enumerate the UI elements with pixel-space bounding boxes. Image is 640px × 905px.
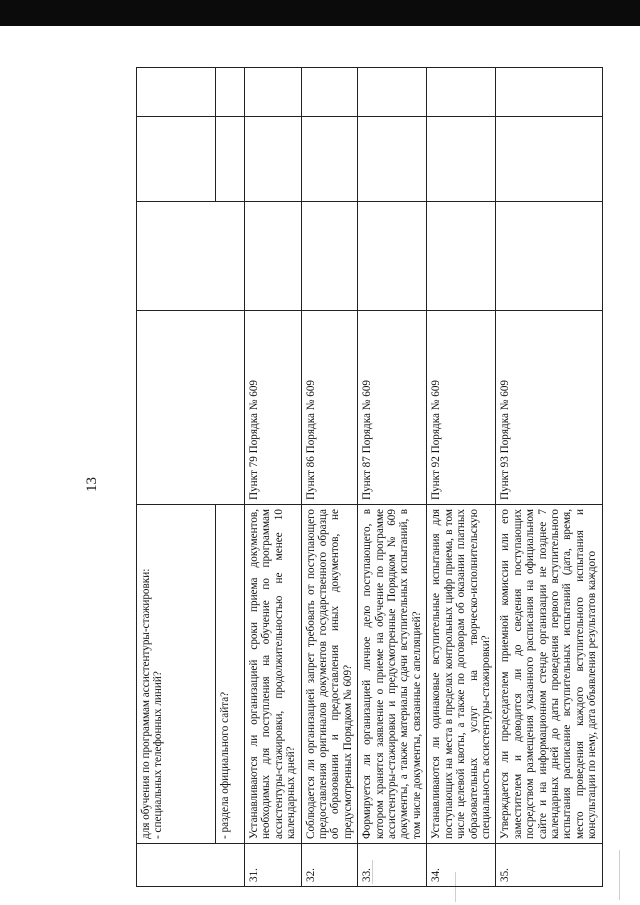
row-number: 31.: [245, 844, 302, 887]
answer-cell: [427, 202, 496, 311]
answer-cell: [358, 68, 427, 117]
answer-cell: [245, 202, 302, 311]
answer-cell: [137, 68, 216, 117]
inspection-checklist-table: [136, 67, 603, 887]
answer-cell: [427, 68, 496, 117]
row-number: 35.: [496, 844, 602, 887]
continuation-line: - специальных телефонных линий?: [152, 671, 165, 839]
answer-cell: [245, 68, 302, 117]
table-row: [358, 68, 427, 887]
row-number: 33.: [358, 844, 427, 887]
answer-cell: [245, 117, 302, 202]
legal-reference: Пункт 79 Порядка № 609: [245, 311, 302, 505]
rotated-page: [84, 82, 604, 887]
legal-reference: Пункт 93 Порядка № 609: [496, 311, 602, 505]
scan-top-bar: [0, 0, 640, 26]
legal-reference: Пункт 92 Порядка № 609: [427, 311, 496, 505]
answer-cell: [301, 68, 358, 117]
question-text: Соблюдается ли организацией запрет требовать от поступающего предоставления оригиналов документов государственного образца об образовании и предоставления иных документов, не предусмотренных Порядком № 609?: [301, 505, 358, 844]
table-row: [496, 68, 602, 887]
scan-edge-mark: [619, 850, 620, 900]
legal-reference: Пункт 87 Порядка № 609: [358, 311, 427, 505]
question-text: Устанавливаются ли одинаковые вступительные испытания для поступающих на места в пределах контрольных цифр приема, в том числе целевой квоты, а также по договорам об оказании платных образовательных услуг на творческо-исполнительскую специальность ассистентуры-стажировки?: [427, 505, 496, 844]
answer-cell: [358, 117, 427, 202]
question-cell: [137, 505, 216, 844]
answer-cell: [301, 117, 358, 202]
question-text: Утверждается ли председателем приемной комиссии или его заместителем и доводится ли до сведения поступающих посредством размещения указанного расписания на официальном сайте и на информационном стенде организации не позднее 7 календарных дней до даты проведения первого вступительного испытания расписание вступительных испытаний (дата, время, место проведения каждого вступительного испытания и консультации по нему, дата объявления результатов каждого: [496, 505, 602, 844]
answer-cell: [216, 117, 245, 202]
answer-cell: [496, 68, 602, 117]
question-text: Формируется ли организацией личное дело поступающего, в котором хранятся заявление о приеме на обучение по программе ассистентуры-стажировки и предусмотренные Порядком № 609 документы, а также материалы сдачи вступительных испытаний, в том числе документы, связанные с апелляцией?: [358, 505, 427, 844]
answer-cell: [301, 202, 358, 311]
legal-reference: Пункт 86 Порядка № 609: [301, 311, 358, 505]
row-number: 32.: [301, 844, 358, 887]
row-number: 34.: [427, 844, 496, 887]
answer-cell: [137, 117, 216, 202]
reference-cell: [137, 311, 245, 505]
table-row: [245, 68, 302, 887]
page-number: 13: [84, 477, 100, 492]
answer-cell: [137, 202, 245, 311]
answer-cell: [216, 68, 245, 117]
table-row: [301, 68, 358, 887]
answer-cell: [496, 202, 602, 311]
question-text: Устанавливаются ли организацией сроки приема документов, необходимых для поступления на обучение по программам ассистентуры-стажировки, продолжительностью не менее 10 календарных дней?: [245, 505, 302, 844]
row-number-cell: [137, 844, 245, 887]
table-row: [137, 68, 216, 887]
table-row: [427, 68, 496, 887]
answer-cell: [427, 117, 496, 202]
answer-cell: [358, 202, 427, 311]
question-cell: - раздела официального сайта?: [216, 505, 245, 844]
continuation-line: для обучения по программам ассистентуры-стажировки:: [140, 568, 152, 839]
answer-cell: [496, 117, 602, 202]
